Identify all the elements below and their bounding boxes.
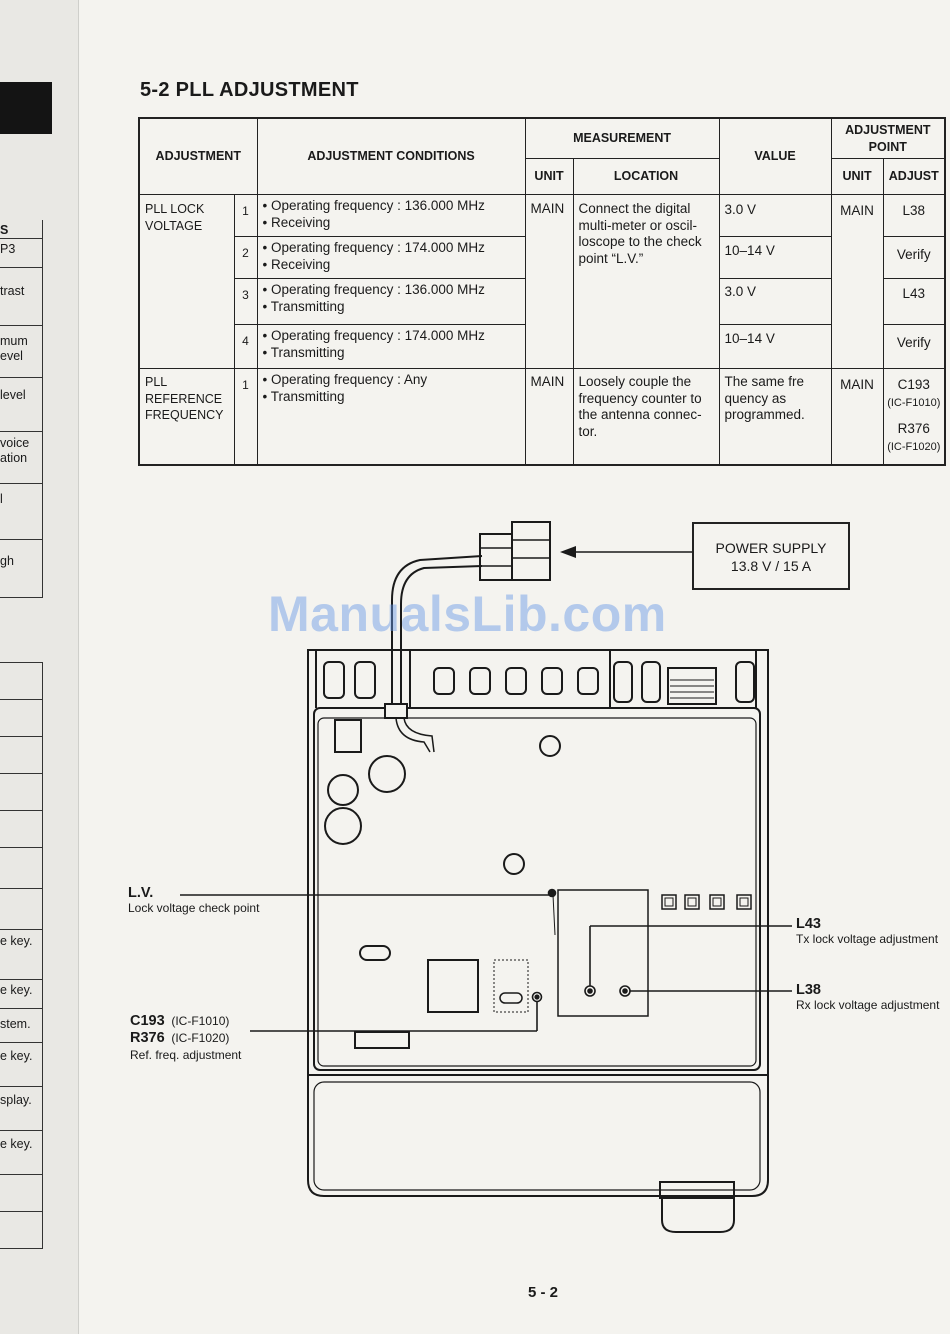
adjustment-name: PLL LOCK VOLTAGE bbox=[139, 195, 234, 369]
fragment-text: stem. bbox=[0, 1009, 42, 1043]
header-location: LOCATION bbox=[573, 159, 719, 195]
measurement-location: Loosely couple the frequency counter to the antenna connec-tor. bbox=[573, 369, 719, 465]
ap-adjust-note: (IC-F1010) bbox=[887, 396, 941, 409]
measurement-location: Connect the digital multi-meter or oscil-loscope to the check point “L.V.” bbox=[573, 195, 719, 369]
ap-unit: MAIN bbox=[831, 369, 883, 465]
value-cell: The same fre quency as programmed. bbox=[719, 369, 831, 465]
row-number: 1 bbox=[234, 195, 257, 237]
r376-title: R376 bbox=[130, 1030, 165, 1046]
condition-line: • Transmitting bbox=[262, 388, 345, 404]
fragment-text: S bbox=[0, 220, 42, 239]
watermark: ManualsLib.com bbox=[268, 586, 667, 642]
lv-label bbox=[128, 886, 259, 916]
lv-description: Lock voltage check point bbox=[128, 901, 260, 915]
ref-freq-label bbox=[130, 1013, 241, 1064]
l43-description: Tx lock voltage adjustment bbox=[796, 932, 939, 946]
arrow-head bbox=[560, 546, 576, 558]
header-meas-unit: UNIT bbox=[525, 159, 573, 195]
condition-line: • Transmitting bbox=[262, 298, 345, 314]
fragment-line: voice bbox=[0, 436, 30, 450]
lv-check-point bbox=[549, 890, 556, 897]
condition-line: • Transmitting bbox=[262, 344, 345, 360]
ap-adjust-note: (IC-F1020) bbox=[887, 440, 941, 453]
fragment-text: e key. bbox=[0, 930, 42, 980]
header-conditions: ADJUSTMENT CONDITIONS bbox=[257, 118, 525, 195]
condition-line: • Operating frequency : Any bbox=[262, 372, 428, 387]
power-supply-spec: 13.8 V / 15 A bbox=[730, 558, 812, 574]
fragment-text: level bbox=[0, 378, 42, 432]
row-number: 3 bbox=[234, 279, 257, 325]
fragment-text: gh bbox=[0, 540, 42, 598]
measurement-unit: MAIN bbox=[525, 369, 573, 465]
power-supply-label: POWER SUPPLY bbox=[715, 540, 827, 556]
ref-description: Ref. freq. adjustment bbox=[130, 1048, 242, 1062]
measurement-unit: MAIN bbox=[525, 195, 573, 369]
fragment-text: e key. bbox=[0, 980, 42, 1009]
row-number: 4 bbox=[234, 325, 257, 369]
condition-line: • Receiving bbox=[262, 256, 331, 272]
fragment-text: trast bbox=[0, 268, 42, 326]
c193-note: (IC-F1010) bbox=[171, 1014, 230, 1028]
lv-title: L.V. bbox=[128, 885, 154, 901]
page-number: 5 - 2 bbox=[528, 1284, 559, 1301]
value-cell: 10–14 V bbox=[719, 237, 831, 279]
fragment-text: P3 bbox=[0, 239, 42, 268]
fragment-text: e key. bbox=[0, 1043, 42, 1087]
c193-title: C193 bbox=[130, 1013, 165, 1029]
fragment-text: splay. bbox=[0, 1087, 42, 1131]
ap-adjust: L43 bbox=[883, 279, 945, 325]
ap-adjust: R376 bbox=[897, 421, 930, 436]
header-ap-adjust: ADJUST bbox=[883, 159, 945, 195]
l38-label bbox=[796, 983, 939, 1013]
l43-label bbox=[796, 917, 938, 947]
row-number: 1 bbox=[234, 369, 257, 465]
l38-description: Rx lock voltage adjustment bbox=[796, 998, 940, 1012]
adjustment-name: PLL REFERENCE FREQUENCY bbox=[139, 369, 234, 465]
condition-line: • Operating frequency : 136.000 MHz bbox=[262, 198, 485, 213]
header-measurement: MEASUREMENT bbox=[525, 118, 719, 159]
value-cell: 3.0 V bbox=[719, 195, 831, 237]
ap-adjust: Verify bbox=[883, 325, 945, 369]
condition-line: • Operating frequency : 174.000 MHz bbox=[262, 328, 485, 343]
chassis bbox=[308, 650, 768, 1232]
value-cell: 10–14 V bbox=[719, 325, 831, 369]
ap-unit: MAIN bbox=[831, 195, 883, 369]
header-ap-unit: UNIT bbox=[831, 159, 883, 195]
power-supply-box bbox=[692, 522, 850, 590]
fragment-line: mum bbox=[0, 334, 28, 348]
ap-adjust: L38 bbox=[883, 195, 945, 237]
fragment-text: l bbox=[0, 484, 42, 540]
l43-title: L43 bbox=[796, 916, 821, 932]
condition-line: • Operating frequency : 136.000 MHz bbox=[262, 282, 485, 297]
section-title: 5-2 PLL ADJUSTMENT bbox=[140, 79, 359, 101]
header-adjustment-point: ADJUSTMENT POINT bbox=[831, 118, 945, 159]
condition-line: • Operating frequency : 174.000 MHz bbox=[262, 240, 485, 255]
ap-adjust: Verify bbox=[883, 237, 945, 279]
l38-title: L38 bbox=[796, 982, 821, 998]
fragment-text: e key. bbox=[0, 1131, 42, 1175]
r376-note: (IC-F1020) bbox=[171, 1031, 230, 1045]
ap-adjust: C193 bbox=[897, 377, 930, 392]
header-adjustment: ADJUSTMENT bbox=[139, 118, 257, 195]
fragment-line: evel bbox=[0, 349, 23, 363]
value-cell: 3.0 V bbox=[719, 279, 831, 325]
row-number: 2 bbox=[234, 237, 257, 279]
condition-line: • Receiving bbox=[262, 214, 331, 230]
fragment-line: ation bbox=[0, 451, 28, 465]
header-value: VALUE bbox=[719, 118, 831, 195]
power-connector bbox=[480, 534, 512, 580]
